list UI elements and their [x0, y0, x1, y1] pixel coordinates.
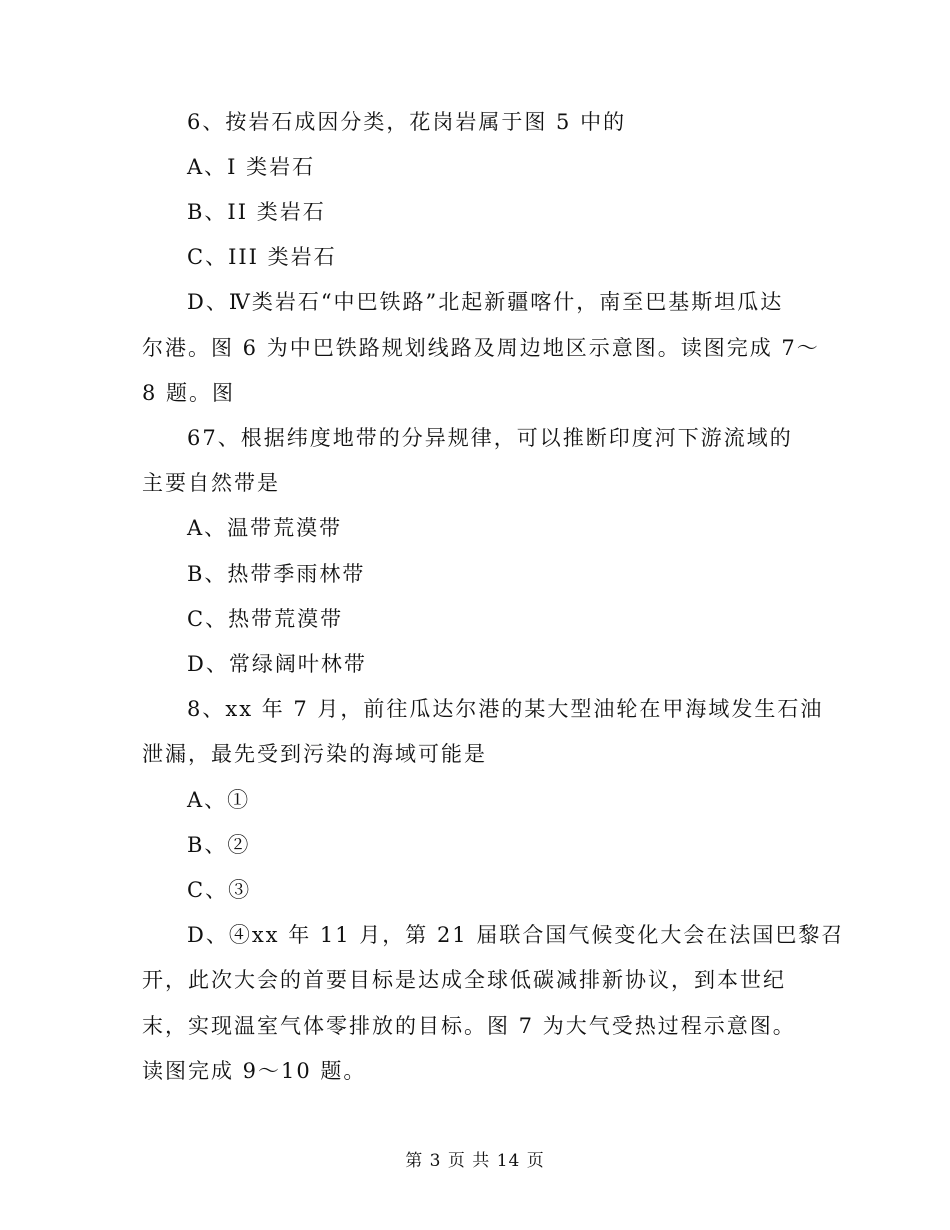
question-7-stem-cont: 主要自然带是	[142, 471, 280, 495]
question-6-option-a: A、I 类岩石	[187, 155, 316, 179]
question-6-option-d-and-passage: D、Ⅳ类岩石“中巴铁路”北起新疆喀什，南至巴基斯坦瓜达	[187, 290, 784, 314]
passage-line: 读图完成 9～10 题。	[142, 1059, 367, 1083]
question-6-option-c: C、III 类岩石	[187, 245, 337, 269]
passage-line: 开，此次大会的首要目标是达成全球低碳减排新协议，到本世纪	[142, 968, 786, 992]
question-6-option-b: B、II 类岩石	[187, 200, 326, 224]
question-7-stem: 67、根据纬度地带的分异规律，可以推断印度河下游流域的	[187, 426, 793, 450]
question-7-option-a: A、温带荒漠带	[187, 516, 343, 540]
question-8-option-b: B、②	[187, 833, 251, 857]
question-8-option-d-and-passage: D、④xx 年 11 月，第 21 届联合国气候变化大会在法国巴黎召	[187, 923, 845, 947]
passage-line: 尔港。图 6 为中巴铁路规划线路及周边地区示意图。读图完成 7～	[142, 336, 820, 360]
question-7-option-b: B、热带季雨林带	[187, 562, 366, 586]
passage-line: 末，实现温室气体零排放的目标。图 7 为大气受热过程示意图。	[142, 1014, 796, 1038]
question-6-stem: 6、按岩石成因分类，花岗岩属于图 5 中的	[187, 110, 627, 134]
question-7-option-d: D、常绿阔叶林带	[187, 652, 367, 676]
question-8-option-a: A、①	[187, 788, 251, 812]
question-8-option-c: C、③	[187, 878, 252, 902]
page-number-footer: 第 3 页 共 14 页	[405, 1151, 545, 1171]
question-7-option-c: C、热带荒漠带	[187, 607, 344, 631]
passage-line: 8 题。图	[142, 381, 236, 405]
question-8-stem: 8、xx 年 7 月，前往瓜达尔港的某大型油轮在甲海域发生石油	[187, 697, 824, 721]
question-8-stem-cont: 泄漏，最先受到污染的海域可能是	[142, 742, 487, 766]
